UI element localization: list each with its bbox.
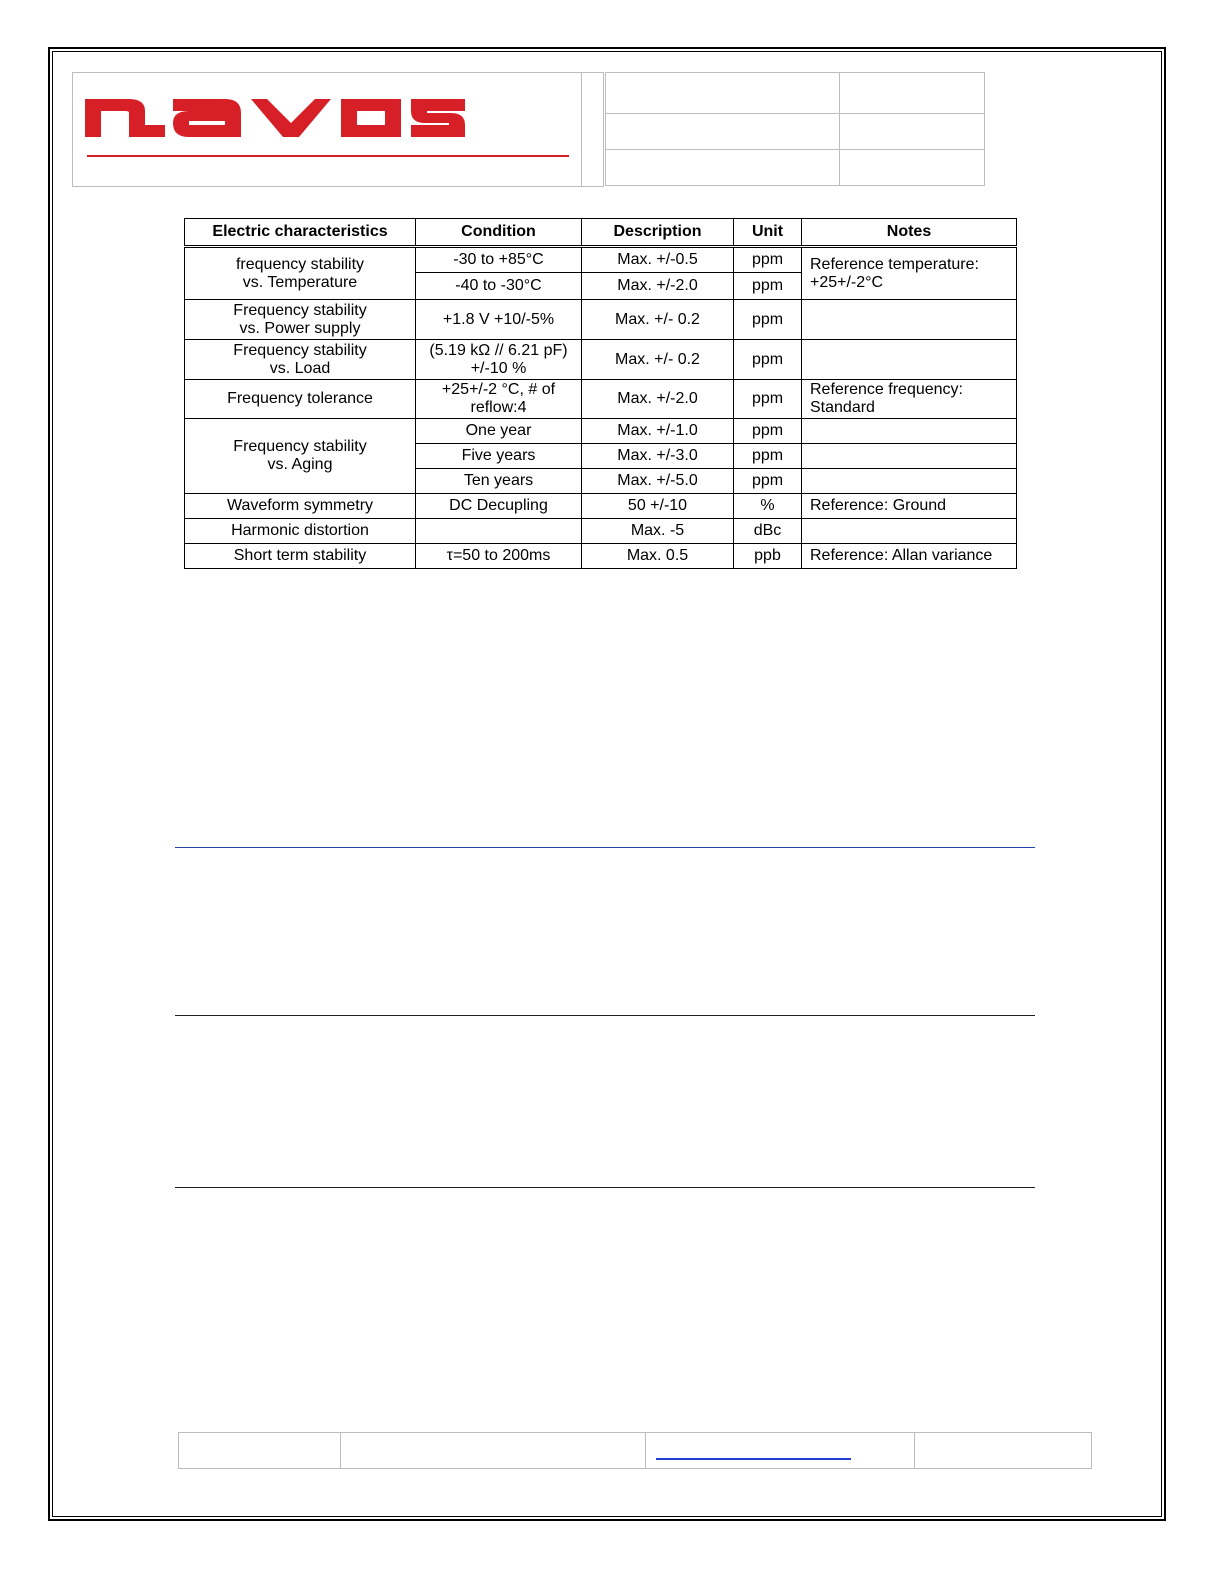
header-cell [840,114,985,150]
unit-cell: ppm [734,419,802,444]
unit-cell: dBc [734,519,802,544]
header-cell [606,114,840,150]
unit-cell: ppm [734,444,802,469]
characteristic-label: vs. Temperature [242,273,358,291]
notes-cell [802,247,1017,300]
unit-cell: ppb [734,544,802,569]
unit-cell: ppm [734,380,802,419]
condition-text: reflow:4 [470,399,527,416]
section-divider [175,847,1035,848]
header-cell [840,73,985,114]
header-spacer-cell [581,72,604,187]
condition-cell: -40 to -30°C [416,273,582,300]
column-header: Condition [416,219,582,247]
condition-cell: +1.8 V +10/-5% [416,300,582,340]
condition-cell [416,340,582,380]
logo-underline [87,155,569,157]
unit-cell: ppm [734,469,802,494]
description-cell: Max. +/- 0.2 [582,300,734,340]
footer-table [178,1432,1092,1469]
section-divider [175,1187,1035,1188]
note-text: Reference temperature: [810,255,979,273]
description-cell: Max. +/-0.5 [582,247,734,273]
characteristic-label: Frequency stability [233,341,367,359]
table-row [185,380,1017,419]
notes-cell [802,380,1017,419]
characteristic-cell: Waveform symmetry [185,494,416,519]
notes-cell [802,419,1017,444]
header-cell [606,73,840,114]
column-header: Electric characteristics [185,219,416,247]
footer-link[interactable] [656,1458,851,1460]
condition-text: +25+/-2 °C, # of [441,381,556,398]
description-cell: Max. 0.5 [582,544,734,569]
characteristic-cell: Short term stability [185,544,416,569]
footer-cell [915,1433,1092,1469]
footer-cell [341,1433,646,1469]
notes-cell [802,519,1017,544]
table-row [185,247,1017,273]
unit-cell: ppm [734,300,802,340]
note-text: +25+/-2°C [810,273,884,291]
table-row [185,544,1017,569]
characteristic-label: Frequency stability [233,438,367,455]
description-cell: 50 +/-10 [582,494,734,519]
table-row [185,494,1017,519]
table-header-row [185,219,1017,247]
description-cell: Max. -5 [582,519,734,544]
header-logo-box [72,72,582,187]
condition-cell: τ=50 to 200ms [416,544,582,569]
notes-cell: Reference: Ground [802,494,1017,519]
table-row [185,519,1017,544]
notes-cell [802,469,1017,494]
navos-logo [85,93,465,137]
notes-cell [802,300,1017,340]
note-text: Standard [810,399,875,416]
characteristic-cell [185,419,416,494]
description-cell: Max. +/-2.0 [582,273,734,300]
characteristic-cell [185,300,416,340]
condition-cell [416,380,582,419]
notes-cell [802,444,1017,469]
table-row [185,340,1017,380]
table-row [185,419,1017,444]
unit-cell: % [734,494,802,519]
description-cell: Max. +/- 0.2 [582,340,734,380]
characteristic-label: vs. Aging [267,456,333,473]
section-divider [175,1015,1035,1016]
notes-cell [802,340,1017,380]
electric-characteristics-table [184,218,1017,569]
description-cell: Max. +/-3.0 [582,444,734,469]
description-cell: Max. +/-5.0 [582,469,734,494]
characteristic-label: frequency stability [235,255,365,273]
condition-cell: One year [416,419,582,444]
column-header: Description [582,219,734,247]
characteristic-cell: Harmonic distortion [185,519,416,544]
condition-text: +/-10 % [470,359,527,377]
condition-text: (5.19 kΩ // 6.21 pF) [429,341,568,359]
header-info-grid [605,72,985,186]
characteristic-cell [185,340,416,380]
footer-cell [179,1433,341,1469]
condition-cell: -30 to +85°C [416,247,582,273]
column-header: Unit [734,219,802,247]
characteristic-cell [185,247,416,300]
characteristic-label: Frequency stability [233,301,367,319]
characteristic-label: vs. Load [269,359,331,377]
notes-cell: Reference: Allan variance [802,544,1017,569]
header-cell [606,150,840,186]
unit-cell: ppm [734,273,802,300]
unit-cell: ppm [734,247,802,273]
column-header: Notes [802,219,1017,247]
condition-cell [416,519,582,544]
table-row [185,300,1017,340]
footer-link-cell[interactable] [646,1433,915,1469]
condition-cell: DC Decupling [416,494,582,519]
condition-cell: Five years [416,444,582,469]
description-cell: Max. +/-2.0 [582,380,734,419]
header-cell [840,150,985,186]
description-cell: Max. +/-1.0 [582,419,734,444]
unit-cell: ppm [734,340,802,380]
condition-cell: Ten years [416,469,582,494]
characteristic-cell: Frequency tolerance [185,380,416,419]
note-text: Reference frequency: [810,381,963,398]
characteristic-label: vs. Power supply [239,319,361,337]
